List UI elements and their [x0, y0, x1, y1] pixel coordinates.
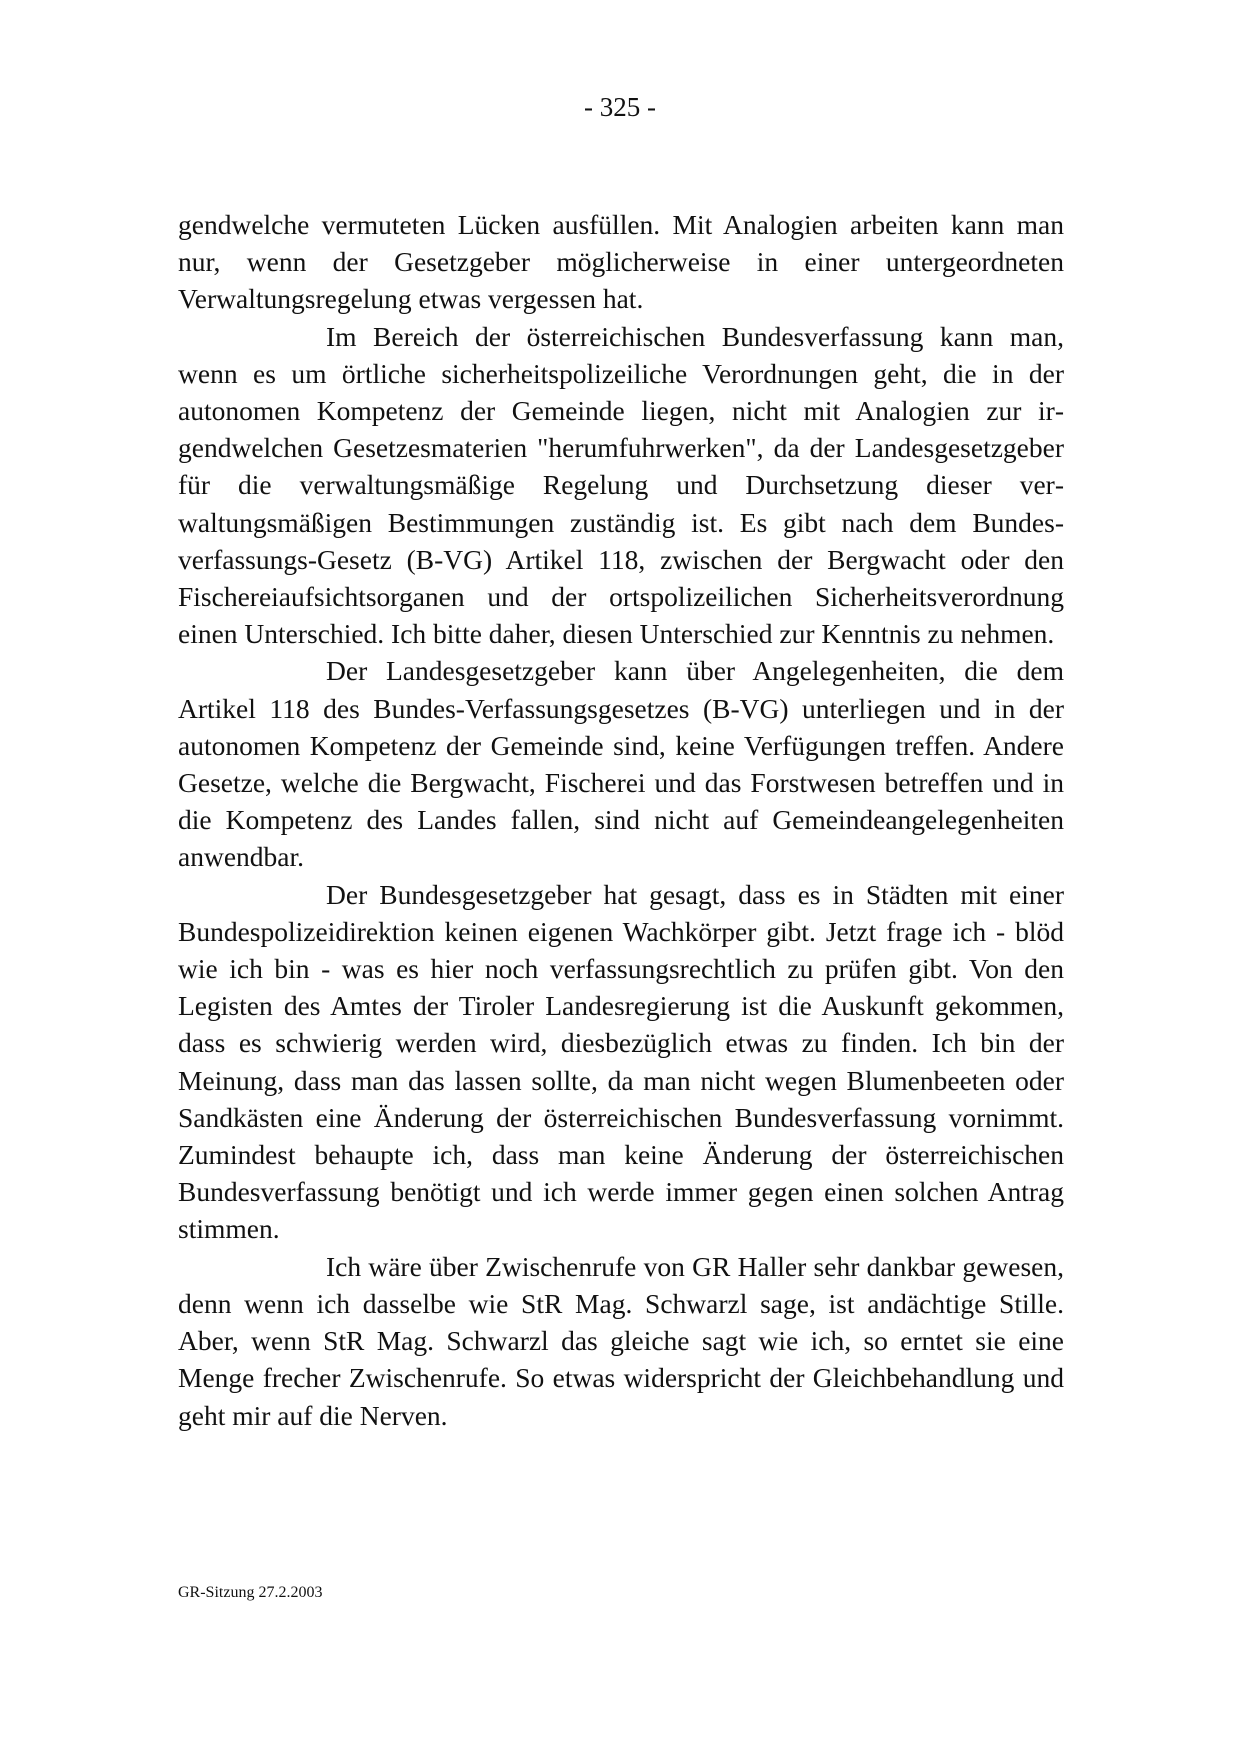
- paragraph-landesgesetzgeber: Der Landesgesetzgeber kann über Angelegenheiten, die dem Artikel 118 des Bundes-Verfassungsgesetzes (B-VG) unterliegen und in der autonomen Kompetenz der Gemeinde sind, keine Verfügungen treffen. Andere Gesetze, welche die Bergwacht, Fischerei und das Forstwesen betreffen und in die Kompetenz des Landes fallen, sind nicht auf Gemeindeangelegenheiten anwendbar.: [178, 655, 1064, 873]
- paragraph-bundesverfassung: Im Bereich der österreichischen Bundesverfassung kann man, wenn es um örtliche sicherheitspolizeiliche Verordnungen geht, die in der autonomen Kompetenz der Gemeinde liegen, nicht mit Analogien zur irgendwelchen Gesetzesmaterien "herumfuhrwerken", da der Landesgesetzgeber für die verwaltungsmäßige Regelung und Durchsetzung dieser verwaltungsmäßigen Bestimmungen zuständig ist. Es gibt nach dem Bundesverfassungs-Gesetz (B-VG) Artikel 118, zwischen der Bergwacht oder den Fischereiaufsichtsorganen und der ortspolizeilichen Sicherheitsverordnung einen Unterschied. Ich bitte daher, diesen Unterschied zur Kenntnis zu nehmen.: [178, 320, 1064, 650]
- paragraph-continuation: gendwelche vermuteten Lücken ausfüllen. Mit Analogien arbeiten kann man nur, wenn der Gesetzgeber möglicherweise in einer untergeordneten Verwaltungsregelung etwas vergessen hat.: [178, 209, 1064, 315]
- paragraph-zwischenrufe: Ich wäre über Zwischenrufe von GR Haller sehr dankbar gewesen, denn wenn ich dasselbe wie StR Mag. Schwarzl sage, ist andächtige Stille. Aber, wenn StR Mag. Schwarzl das gleiche sagt wie ich, so erntet sie eine Menge frecher Zwischenrufe. So etwas widerspricht der Gleichbehandlung und geht mir auf die Nerven.: [178, 1250, 1064, 1431]
- page-number: - 325 -: [584, 92, 656, 122]
- footer-session-date: GR-Sitzung 27.2.2003: [178, 1584, 323, 1601]
- paragraph-bundesgesetzgeber: Der Bundesgesetzgeber hat gesagt, dass es in Städten mit einer Bundespolizeidirektion keinen eigenen Wachkörper gibt. Jetzt frage ich - blöd wie ich bin - was es hier noch verfassungsrechtlich zu prüfen gibt. Von den Legisten des Amtes der Tiroler Landesregierung ist die Auskunft gekommen, dass es schwierig werden wird, diesbezüglich etwas zu finden. Ich bin der Meinung, dass man das lassen sollte, da man nicht wegen Blumenbeeten oder Sandkästen eine Änderung der österreichischen Bundesverfassung vornimmt. Zumindest behaupte ich, dass man keine Änderung der österreichischen Bundesverfassung benötigt und ich werde immer gegen einen solchen Antrag stimmen.: [178, 878, 1064, 1245]
- body-text: [178, 206, 1064, 1434]
